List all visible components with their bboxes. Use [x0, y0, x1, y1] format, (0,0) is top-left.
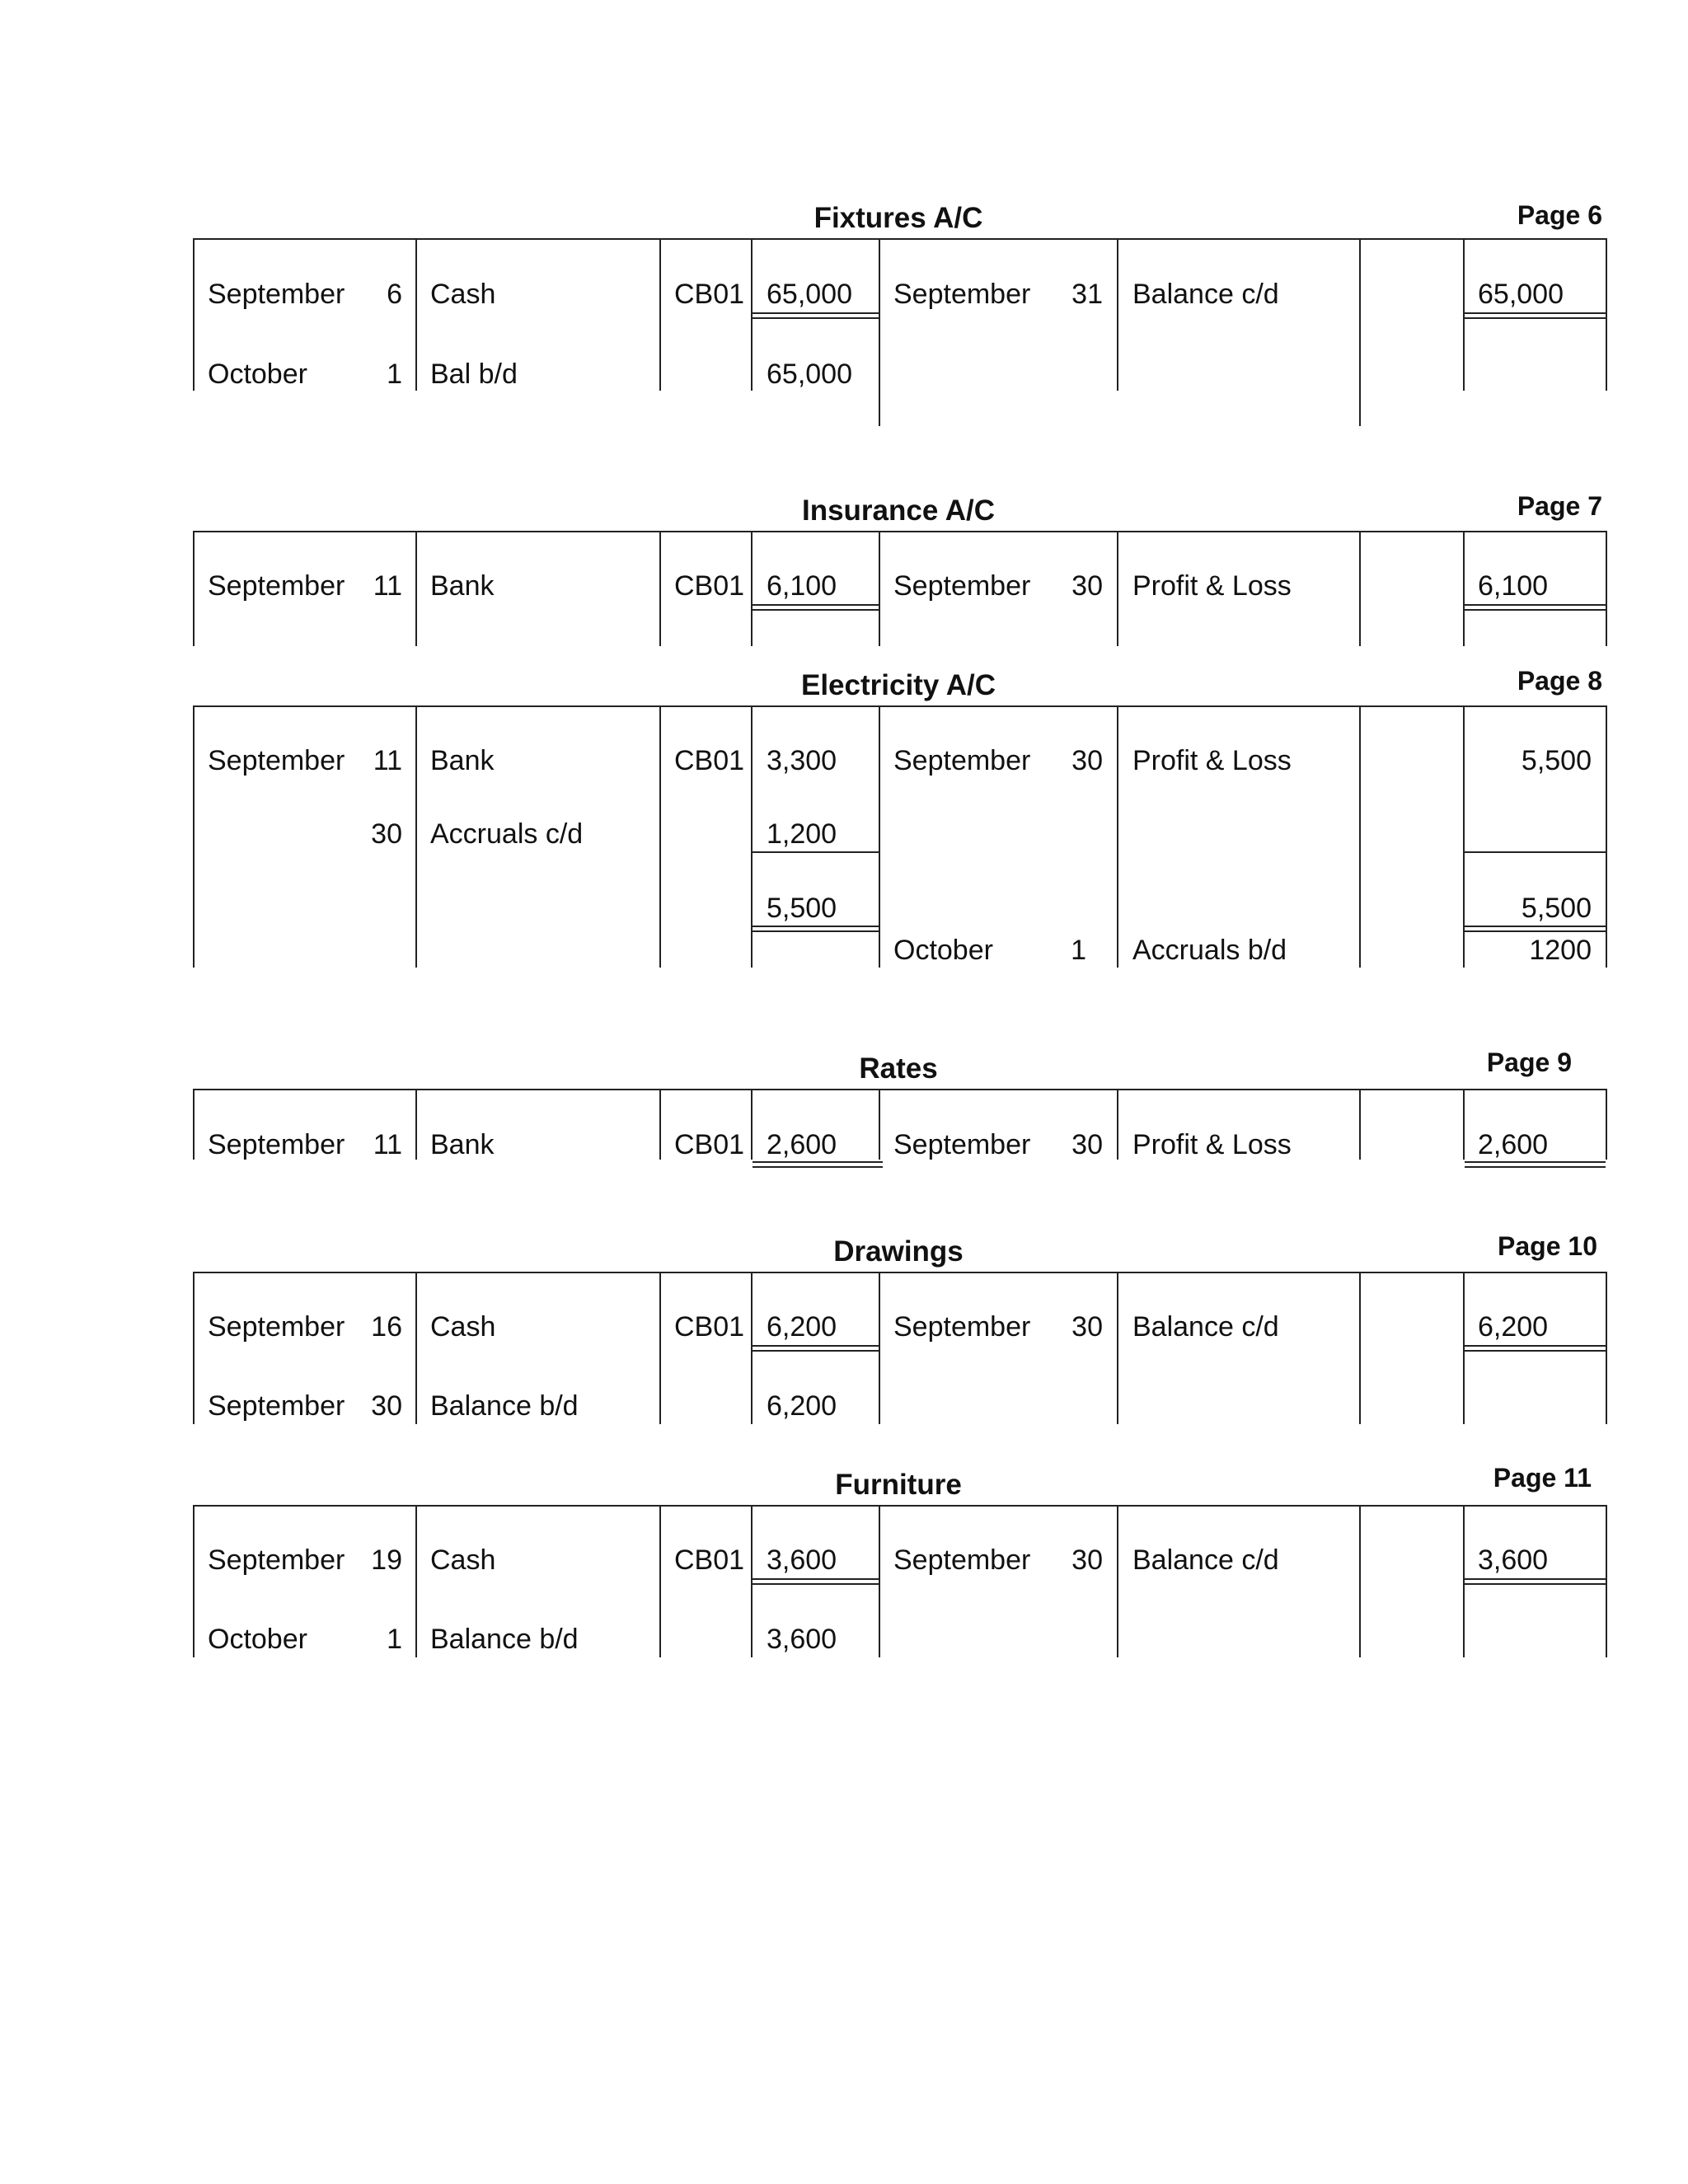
ledger-table: [193, 1089, 1606, 1090]
entry-day: 30: [1071, 1129, 1103, 1160]
entry-amount: 3,600: [767, 1624, 837, 1655]
entry-details: Bank: [430, 570, 495, 602]
entry-day: 1: [387, 1624, 402, 1655]
double-underline: [753, 1161, 883, 1168]
entry-day: 30: [371, 818, 402, 850]
entry-details: Cash: [430, 1311, 496, 1343]
column-rule: [1117, 705, 1118, 968]
total-rule: [1465, 851, 1606, 853]
entry-amount: 65,000: [767, 279, 852, 310]
column-rule: [1606, 1272, 1607, 1424]
entry-day: 1: [1071, 935, 1086, 966]
entry-details: Balance c/d: [1132, 1544, 1279, 1576]
entry-details: Cash: [430, 279, 496, 310]
column-rule: [879, 1089, 880, 1160]
ledger-table: [193, 1272, 1606, 1273]
account-title: Insurance A/C: [801, 494, 996, 527]
page-number: Page 7: [1517, 491, 1602, 521]
column-rule: [1606, 705, 1607, 968]
column-rule: [193, 1272, 195, 1424]
column-rule: [1117, 1089, 1118, 1160]
column-rule: [415, 1089, 417, 1160]
entry-details: Bal b/d: [430, 359, 518, 390]
column-rule: [1117, 531, 1118, 646]
entry-day: 30: [371, 1390, 402, 1422]
entry-month: September: [893, 745, 1031, 776]
column-rule: [751, 531, 753, 646]
double-underline: [753, 312, 879, 319]
entry-month: September: [208, 570, 345, 602]
entry-amount: 1200: [1529, 935, 1592, 966]
page-number: Page 11: [1493, 1463, 1592, 1493]
entry-month: October: [208, 359, 307, 390]
column-rule: [659, 531, 661, 646]
entry-details: Profit & Loss: [1132, 1129, 1292, 1160]
entry-day: 16: [371, 1311, 402, 1343]
entry-day: 1: [387, 359, 402, 390]
entry-amount: 6,200: [767, 1311, 837, 1343]
column-rule: [415, 1272, 417, 1424]
page-number: Page 6: [1517, 200, 1602, 230]
column-rule: [659, 1272, 661, 1424]
entry-amount: 2,600: [1478, 1129, 1549, 1160]
column-rule: [1606, 1089, 1607, 1160]
column-rule: [879, 531, 880, 646]
column-rule: [879, 1505, 880, 1657]
account-title: Fixtures A/C: [814, 202, 983, 234]
double-underline: [1465, 1345, 1606, 1352]
entry-day: 30: [1071, 570, 1103, 602]
column-rule: [193, 1089, 195, 1160]
column-rule: [1359, 238, 1361, 426]
column-rule: [415, 238, 417, 391]
column-rule: [1463, 531, 1465, 646]
entry-amount: 3,600: [1478, 1544, 1549, 1576]
account-title: Furniture: [835, 1469, 962, 1501]
column-rule: [659, 238, 661, 391]
column-rule: [659, 705, 661, 968]
double-underline: [753, 1345, 879, 1352]
entry-day: 11: [373, 570, 402, 602]
entry-month: September: [893, 570, 1031, 602]
column-rule: [415, 1505, 417, 1657]
entry-details: Cash: [430, 1544, 496, 1576]
entry-month: September: [208, 1311, 345, 1343]
entry-details: Balance b/d: [430, 1390, 579, 1422]
entry-day: 11: [373, 1129, 402, 1160]
entry-folio: CB01: [674, 1129, 745, 1160]
entry-amount: 65,000: [1478, 279, 1564, 310]
ledger-table: [193, 1505, 1606, 1507]
column-rule: [193, 705, 195, 968]
entry-month: September: [208, 745, 345, 776]
entry-day: 6: [387, 279, 402, 310]
ledger-table: [193, 531, 1606, 532]
column-rule: [879, 1272, 880, 1424]
double-underline: [1465, 1578, 1606, 1585]
entry-details: Accruals b/d: [1132, 935, 1287, 966]
ledger-table: [193, 238, 1606, 240]
column-rule: [659, 1089, 661, 1160]
account-title: Electricity A/C: [800, 669, 996, 701]
entry-amount: 5,500: [1521, 745, 1592, 776]
column-rule: [1117, 1272, 1118, 1424]
page-number: Page 10: [1498, 1231, 1597, 1261]
entry-day: 31: [1071, 279, 1103, 310]
column-rule: [879, 705, 880, 968]
entry-details: Balance c/d: [1132, 279, 1279, 310]
entry-amount: 1,200: [767, 818, 837, 850]
column-rule: [1359, 1089, 1361, 1160]
page-number: Page 8: [1517, 666, 1602, 696]
double-underline: [753, 1578, 879, 1585]
entry-details: Balance b/d: [430, 1624, 579, 1655]
credit-total: 5,500: [1521, 893, 1592, 924]
entry-folio: CB01: [674, 1311, 745, 1343]
entry-details: Bank: [430, 745, 495, 776]
column-rule: [1463, 1089, 1465, 1160]
column-rule: [1117, 1505, 1118, 1657]
entry-amount: 6,200: [1478, 1311, 1549, 1343]
entry-day: 30: [1071, 1311, 1103, 1343]
entry-amount: 3,300: [767, 745, 837, 776]
entry-amount: 6,100: [767, 570, 837, 602]
total-rule: [753, 851, 879, 853]
ledger-table: [193, 705, 1606, 707]
column-rule: [1606, 1505, 1607, 1657]
double-underline: [1465, 926, 1606, 932]
entry-details: Balance c/d: [1132, 1311, 1279, 1343]
double-underline: [1465, 312, 1606, 319]
column-rule: [415, 531, 417, 646]
column-rule: [1606, 531, 1607, 646]
entry-day: 30: [1071, 745, 1103, 776]
double-underline: [753, 926, 879, 932]
column-rule: [659, 1505, 661, 1657]
column-rule: [1117, 238, 1118, 391]
column-rule: [1359, 1505, 1361, 1657]
entry-details: Bank: [430, 1129, 495, 1160]
entry-month: September: [893, 1311, 1031, 1343]
column-rule: [1606, 238, 1607, 391]
column-rule: [415, 705, 417, 968]
entry-month: September: [893, 279, 1031, 310]
column-rule: [193, 531, 195, 646]
entry-month: September: [208, 1129, 345, 1160]
entry-folio: CB01: [674, 570, 745, 602]
debit-total: 5,500: [767, 893, 837, 924]
column-rule: [751, 1089, 753, 1160]
entry-month: September: [208, 279, 345, 310]
entry-day: 11: [373, 745, 402, 776]
entry-amount: 6,100: [1478, 570, 1549, 602]
entry-details: Profit & Loss: [1132, 570, 1292, 602]
entry-month: September: [893, 1129, 1031, 1160]
column-rule: [879, 238, 880, 426]
double-underline: [1465, 604, 1606, 611]
entry-amount: 2,600: [767, 1129, 837, 1160]
entry-folio: CB01: [674, 1544, 745, 1576]
entry-details: Profit & Loss: [1132, 745, 1292, 776]
entry-day: 19: [371, 1544, 402, 1576]
double-underline: [1465, 1161, 1606, 1168]
entry-month: September: [893, 1544, 1031, 1576]
entry-month: September: [208, 1390, 345, 1422]
column-rule: [193, 1505, 195, 1657]
page-number: Page 9: [1486, 1047, 1572, 1077]
entry-month: October: [893, 935, 993, 966]
column-rule: [1359, 705, 1361, 968]
entry-month: October: [208, 1624, 307, 1655]
column-rule: [193, 238, 195, 391]
double-underline: [753, 604, 879, 611]
entry-amount: 65,000: [767, 359, 852, 390]
column-rule: [1359, 531, 1361, 646]
entry-folio: CB01: [674, 279, 745, 310]
entry-folio: CB01: [674, 745, 745, 776]
entry-details: Accruals c/d: [430, 818, 584, 850]
entry-month: September: [208, 1544, 345, 1576]
column-rule: [1359, 1272, 1361, 1424]
entry-amount: 3,600: [767, 1544, 837, 1576]
entry-day: 30: [1071, 1544, 1103, 1576]
account-title: Rates: [859, 1052, 938, 1085]
account-title: Drawings: [833, 1235, 964, 1268]
entry-amount: 6,200: [767, 1390, 837, 1422]
